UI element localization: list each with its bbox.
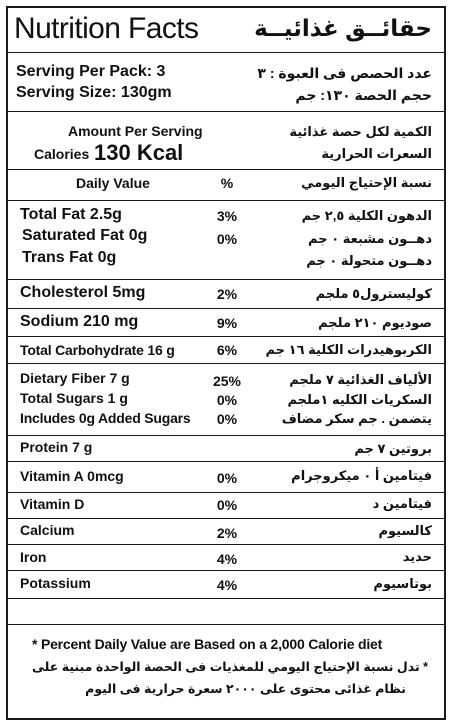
serving-per-pack: Serving Per Pack: 3 [16,63,166,80]
nutrient-percent: 2% [216,525,238,541]
daily-value-ar: نسبة الإحتياج اليومي [301,175,432,190]
amount-per-serving: Amount Per Serving [68,123,203,139]
nutrient-name-ar: الكربوهيدرات الكلية ١٦ جم [265,342,432,357]
calories-value: 130 Kcal [94,140,184,165]
serving-size-ar: حجم الحصة ١٣٠: جم [295,87,432,103]
nutrient-name-ar: السكريات الكليه ١ملجم [287,392,432,407]
divider [8,111,444,112]
serving-size: Serving Size: 130gm [16,84,172,101]
divider [8,336,444,337]
nutrient-name-ar: صوديوم ٢١٠ ملجم [318,315,432,330]
divider [8,624,444,625]
nutrient-name: Total Fat 2.5g [20,206,122,223]
percent-header: % [220,175,234,191]
divider [8,492,444,493]
nutrient-percent: 0% [216,497,238,513]
nutrient-percent: 3% [216,208,238,224]
nutrient-name: Total Sugars 1 g [20,390,128,406]
nutrient-name-ar: بروتين ٧ جم [354,441,432,456]
nutrient-name: Total Carbohydrate 16 g [20,342,175,358]
nutrient-name: Potassium [20,575,91,591]
nutrient-percent: 2% [216,286,238,302]
divider [8,52,444,53]
nutrient-percent: 4% [216,551,238,567]
title-ar: حقائــق غذائيــة [254,15,432,41]
nutrient-name: Vitamin A 0mcg [20,468,124,484]
nutrient-name-ar: الألياف الغذائية ٧ ملجم [289,372,432,387]
calories-ar: السعرات الحرارية [321,146,432,161]
nutrient-name: Trans Fat 0g [22,249,117,266]
divider [8,169,444,170]
daily-value-label: Daily Value [76,175,150,191]
nutrient-name-ar: بوتاسيوم [373,576,432,591]
nutrient-percent: 0% [216,392,238,408]
nutrient-percent: 0% [216,470,238,486]
divider [8,598,444,599]
nutrient-name: Iron [20,549,47,565]
divider [8,435,444,436]
nutrient-name-ar: الدهون الكلية ٢,٥ جم [301,208,432,223]
nutrient-name: Sodium 210 mg [20,313,139,330]
footnote-ar-line2: نظام غذائى محتوى على ٢٠٠٠ سعرة حرارية فى اليوم [85,682,406,696]
nutrient-name-ar: فيتامين د [372,496,432,511]
nutrient-percent: 25% [212,373,242,389]
divider [8,570,444,571]
footnote-ar-line1: * تدل نسبة الإحتياج اليومي للمغذيات فى الحصة الواحدة مبنية على [31,660,428,674]
divider [8,279,444,280]
nutrient-name-ar: يتضمن . جم سكر مضاف [281,411,432,426]
calories-label: Calories [34,146,90,162]
nutrient-percent: 0% [216,231,238,247]
nutrient-percent: 6% [216,342,238,358]
nutrient-name: Includes 0g Added Sugars [20,410,191,426]
nutrient-name-ar: دهــون متحولة ٠ جم [306,253,432,268]
nutrient-name: Vitamin D [20,496,85,512]
footnote-en: * Percent Daily Value are Based on a 2,000 Calorie diet [32,636,383,652]
nutrition-label [6,6,446,720]
nutrient-name: Cholesterol 5mg [20,284,146,301]
amount-per-serving-ar: الكمية لكل حصة غذائية [289,124,432,139]
divider [8,363,444,364]
title-en: Nutrition Facts [14,12,199,45]
serving-per-pack-ar: عدد الحصص فى العبوة : ٣ [257,65,432,81]
nutrient-name: Saturated Fat 0g [22,227,148,244]
nutrient-name-ar: دهــون مشبعة ٠ جم [308,231,432,246]
nutrient-name-ar: كوليسترول٥ ملجم [315,286,432,301]
divider [8,461,444,462]
nutrient-name: Dietary Fiber 7 g [20,370,130,386]
nutrient-name: Protein 7 g [20,439,93,455]
nutrient-percent: 9% [216,315,238,331]
nutrient-name-ar: فيتامين أ ٠ ميكروجرام [291,468,432,483]
divider [8,544,444,545]
nutrient-percent: 4% [216,577,238,593]
divider [8,308,444,309]
nutrient-name-ar: حديد [402,549,432,564]
nutrient-percent: 0% [216,411,238,427]
nutrient-name-ar: كالسيوم [378,523,432,538]
divider [8,518,444,519]
divider [8,200,444,201]
nutrient-name: Calcium [20,522,75,538]
